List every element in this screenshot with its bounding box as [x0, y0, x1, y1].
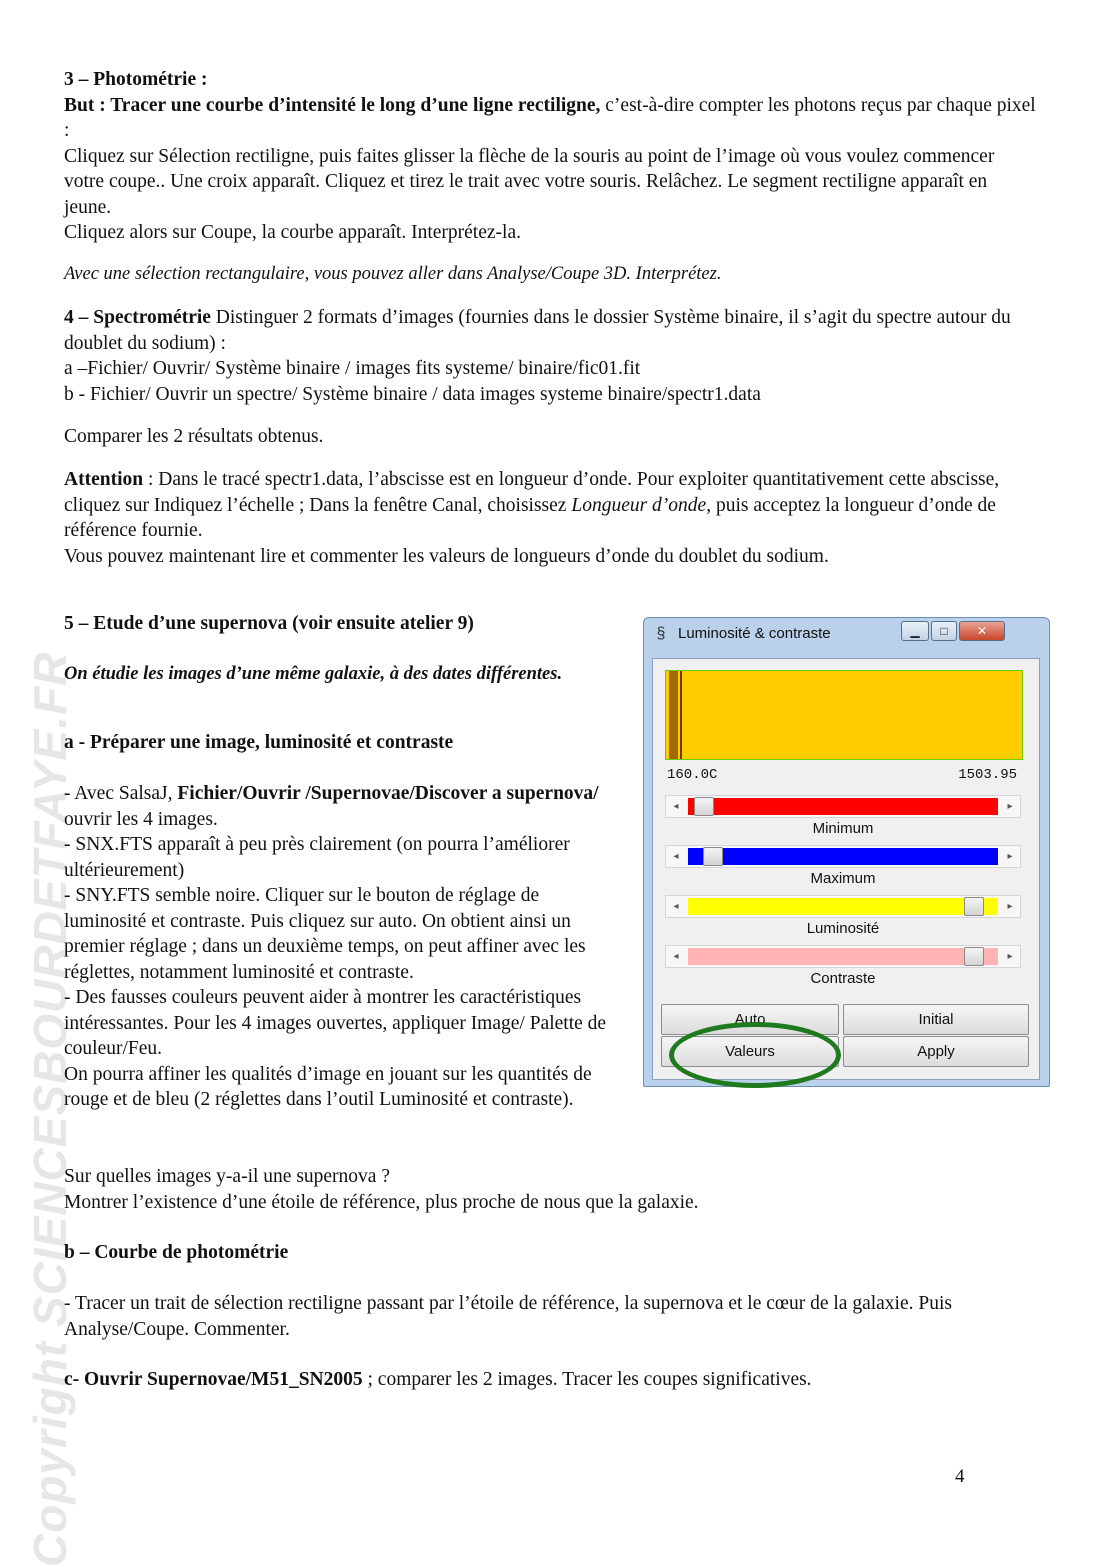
section-5c: [64, 1367, 1039, 1393]
step-open-prefix: - Avec SalsaJ,: [64, 783, 178, 804]
step-open-suffix: ouvrir les 4 images.: [64, 808, 218, 830]
slider-label: Luminosité: [806, 920, 880, 937]
salsaj-icon: §: [656, 625, 666, 642]
slider-thumb[interactable]: [694, 797, 714, 816]
step-refine: On pourra affiner les qualités d’image en jouant sur les quantités de rouge et de bleu (2 réglettes dans l’outil Luminosité et contraste).: [64, 1063, 592, 1110]
copyright-watermark: Copyright SCIENCESBOURDETFAYE.FR: [24, 651, 76, 1567]
section-5-lead: On étudie les images d’une même galaxie, à des dates différentes.: [64, 664, 563, 684]
scroll-right-icon[interactable]: ▸: [1007, 801, 1013, 812]
slider-label: Contraste: [810, 970, 876, 987]
attention-text-1: : Dans le tracé spectr1.data, l’abscisse est en longueur d’onde. Pour exploiter quantitativement cette abscisse, cliquez sur Indiquez l’échelle ; Dans la fenêtre Canal, choisissez: [64, 469, 1000, 516]
section-3-step-1: Cliquez sur Sélection rectiligne, puis faites glisser la flèche de la souris au point de l’image où vous voulez commencer votre coupe.. Une croix apparaît. Cliquez et tirez le trait avec votre souris. Relâchez. Le segment rectiligne apparaît en jeune.: [64, 145, 995, 218]
step-snx: - SNX.FTS apparaît à peu près clairement (on pourra l’améliorer ultérieurement): [64, 834, 570, 881]
section-3-italic-note: Avec une sélection rectangulaire, vous pouvez aller dans Analyse/Coupe 3D. Interprétez.: [64, 264, 722, 284]
valeurs-button[interactable]: Valeurs: [661, 1036, 839, 1067]
maximize-icon[interactable]: □: [931, 621, 957, 641]
page-number: 4: [955, 1466, 965, 1487]
attention-paragraph: [64, 467, 1039, 544]
section-5b-heading: b – Courbe de photométrie: [64, 1242, 289, 1263]
scroll-right-icon[interactable]: ▸: [1007, 851, 1013, 862]
section-5b-text: - Tracer un trait de sélection rectiligne passant par l’étoile de référence, la supernova et le cœur de la galaxie. Puis Analyse/Coupe. Commenter.: [64, 1293, 952, 1340]
attention-italic: Longueur d’onde: [571, 494, 707, 516]
attention-label: Attention: [64, 469, 144, 490]
goal-label: But : Tracer une courbe d’intensité le long d’une ligne rectiligne,: [64, 94, 601, 116]
section-5-questions: [64, 1164, 1039, 1215]
slider-track: [688, 948, 998, 965]
section-5c-rest: ; comparer les 2 images. Tracer les coupes significatives.: [362, 1369, 812, 1390]
step-false-colors: - Des fausses couleurs peuvent aider à montrer les caractéristiques intéressantes. Pour les 4 images ouvertes, appliquer Image/ Palette de couleur/Feu.: [64, 987, 607, 1059]
histogram-min-value: 160.0C: [667, 767, 718, 783]
slider-thumb[interactable]: [703, 847, 723, 866]
section-5a-steps: [64, 781, 624, 1113]
step-sny: - SNY.FTS semble noire. Cliquer sur le bouton de réglage de luminosité et contraste. Puis cliquez sur auto. On obtient ainsi un premier réglage ; dans un deuxième temps, on peut affiner avec les réglettes, notamment luminosité et contraste.: [64, 885, 586, 983]
scroll-left-icon[interactable]: ◂: [673, 901, 679, 912]
slider-minimum[interactable]: [665, 795, 1021, 818]
minimize-icon[interactable]: ▁: [901, 621, 929, 641]
section-4-item-a: a –Fichier/ Ouvrir/ Système binaire / images fits systeme/ binaire/fic01.fit: [64, 358, 641, 379]
initial-button[interactable]: Initial: [843, 1004, 1029, 1035]
histogram-bar: [669, 671, 678, 759]
histogram-marker: [680, 671, 682, 759]
dialog-title: Luminosité & contraste: [678, 625, 831, 642]
scroll-left-icon[interactable]: ◂: [673, 801, 679, 812]
slider-maximum[interactable]: [665, 845, 1021, 868]
section-5a-heading: a - Préparer une image, luminosité et contraste: [64, 732, 454, 753]
scroll-left-icon[interactable]: ◂: [673, 951, 679, 962]
section-4-intro-text: Distinguer 2 formats d’images (fournies dans le dossier Système binaire, il s’agit du spectre autour du doublet du sodium) :: [64, 307, 1011, 354]
close-icon[interactable]: ✕: [959, 621, 1005, 641]
slider-thumb[interactable]: [964, 947, 984, 966]
histogram-max-value: 1503.95: [958, 767, 1017, 783]
section-3: [64, 67, 1039, 246]
section-5-heading: 5 – Etude d’une supernova (voir ensuite atelier 9): [64, 613, 474, 634]
brightness-contrast-dialog: [643, 617, 1050, 1087]
slider-track: [688, 898, 998, 915]
step-open-path: Fichier/Ouvrir /Supernovae/Discover a supernova/: [177, 783, 599, 804]
section-4-item-b: b - Fichier/ Ouvrir un spectre/ Système binaire / data images systeme binaire/spectr1.data: [64, 383, 761, 405]
histogram: [665, 670, 1023, 760]
attention-paragraph-2: Vous pouvez maintenant lire et commenter les valeurs de longueurs d’onde du doublet du sodium.: [64, 545, 829, 567]
slider-contraste[interactable]: [665, 945, 1021, 968]
section-3-step-2: Cliquez alors sur Coupe, la courbe apparaît. Interprétez-la.: [64, 222, 521, 243]
question-reference-star: Montrer l’existence d’une étoile de référence, plus proche de nous que la galaxie.: [64, 1191, 699, 1213]
attention-text-2: , puis acceptez la longueur d’onde de référence fournie.: [64, 494, 996, 541]
section-3-heading: 3 – Photométrie :: [64, 69, 208, 90]
goal-text: c’est-à-dire compter les photons reçus par chaque pixel :: [64, 94, 1036, 141]
slider-label: Maximum: [810, 870, 876, 887]
scroll-right-icon[interactable]: ▸: [1007, 901, 1013, 912]
slider-luminosite[interactable]: [665, 895, 1021, 918]
section-4-heading: 4 – Spectrométrie: [64, 307, 211, 328]
section-4-intro: [64, 305, 1039, 356]
slider-track: [688, 848, 998, 865]
slider-thumb[interactable]: [964, 897, 984, 916]
scroll-right-icon[interactable]: ▸: [1007, 951, 1013, 962]
auto-button[interactable]: Auto: [661, 1004, 839, 1035]
section-5c-bold: c- Ouvrir Supernovae/M51_SN2005: [64, 1369, 363, 1390]
slider-label: Minimum: [812, 820, 874, 837]
dialog-titlebar: [644, 618, 1049, 650]
apply-button[interactable]: Apply: [843, 1036, 1029, 1067]
step-open-images: [64, 781, 624, 832]
dialog-client-area: [652, 658, 1040, 1080]
scroll-left-icon[interactable]: ◂: [673, 851, 679, 862]
section-4: [64, 305, 1039, 407]
section-4-compare: Comparer les 2 résultats obtenus.: [64, 426, 324, 447]
question-supernova: Sur quelles images y-a-il une supernova ?: [64, 1166, 390, 1187]
section-3-goal: [64, 93, 1039, 144]
slider-track: [688, 798, 998, 815]
section-4-attention: [64, 467, 1039, 569]
section-5c-text: [64, 1367, 1039, 1393]
